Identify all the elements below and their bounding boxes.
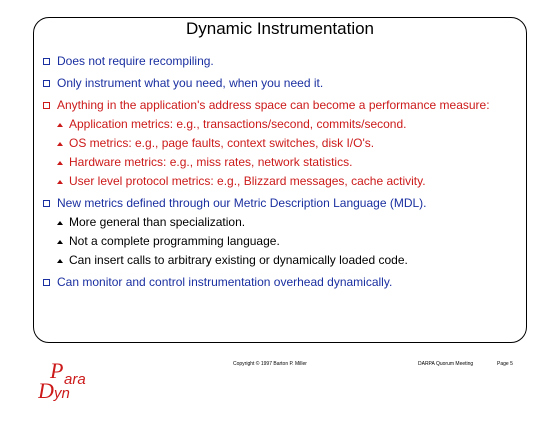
triangle-bullet-icon — [57, 259, 63, 263]
bullet-list — [43, 52, 523, 292]
triangle-bullet-icon — [57, 180, 63, 184]
sub-bullet-item — [43, 251, 523, 270]
square-bullet-icon — [43, 200, 50, 207]
sub-bullet-item — [43, 153, 523, 172]
bullet-text: Not a complete programming language. — [69, 234, 280, 248]
triangle-bullet-icon — [57, 240, 63, 244]
logo-yn: yn — [54, 385, 70, 402]
bullet-item — [43, 194, 523, 213]
logo-d: D — [38, 378, 54, 403]
slide-title: Dynamic Instrumentation — [185, 19, 375, 38]
sub-bullet-item — [43, 134, 523, 153]
bullet-text: Hardware metrics: e.g., miss rates, network statistics. — [69, 155, 353, 169]
sub-bullet-item — [43, 115, 523, 134]
bullet-text: User level protocol metrics: e.g., Blizzard messages, cache activity. — [69, 174, 426, 188]
bullet-item — [43, 96, 523, 115]
footer-event: DARPA Quorum Meeting — [418, 361, 474, 367]
sub-bullet-item — [43, 172, 523, 191]
bullet-text: New metrics defined through our Metric Description Language (MDL). — [57, 196, 427, 210]
square-bullet-icon — [43, 58, 50, 65]
triangle-bullet-icon — [57, 123, 63, 127]
bullet-text: Anything in the application's address space can become a performance measure: — [57, 98, 490, 112]
bullet-text: Can insert calls to arbitrary existing or dynamically loaded code. — [69, 253, 408, 267]
bullet-item — [43, 52, 523, 71]
bullet-text: OS metrics: e.g., page faults, context switches, disk I/O's. — [69, 136, 375, 150]
bullet-item — [43, 74, 523, 93]
footer-copyright: Copyright © 1997 Barton P. Miller — [233, 361, 307, 367]
paradyn-logo — [38, 354, 118, 404]
triangle-bullet-icon — [57, 221, 63, 225]
bullet-text: Only instrument what you need, when you need it. — [57, 76, 324, 90]
square-bullet-icon — [43, 279, 50, 286]
logo-p: P — [50, 358, 64, 383]
bullet-text: Can monitor and control instrumentation overhead dynamically. — [57, 275, 393, 289]
sub-bullet-item — [43, 213, 523, 232]
triangle-bullet-icon — [57, 161, 63, 165]
paradyn-logo-graphic — [38, 354, 118, 404]
footer-page-number: Page 5 — [497, 361, 513, 367]
bullet-text: Application metrics: e.g., transactions/second, commits/second. — [69, 117, 407, 131]
sub-bullet-item — [43, 232, 523, 251]
square-bullet-icon — [43, 80, 50, 87]
bullet-text: Does not require recompiling. — [57, 54, 214, 68]
bullet-item — [43, 273, 523, 292]
square-bullet-icon — [43, 102, 50, 109]
triangle-bullet-icon — [57, 142, 63, 146]
logo-ara: ara — [64, 371, 86, 388]
bullet-text: More general than specialization. — [69, 215, 246, 229]
